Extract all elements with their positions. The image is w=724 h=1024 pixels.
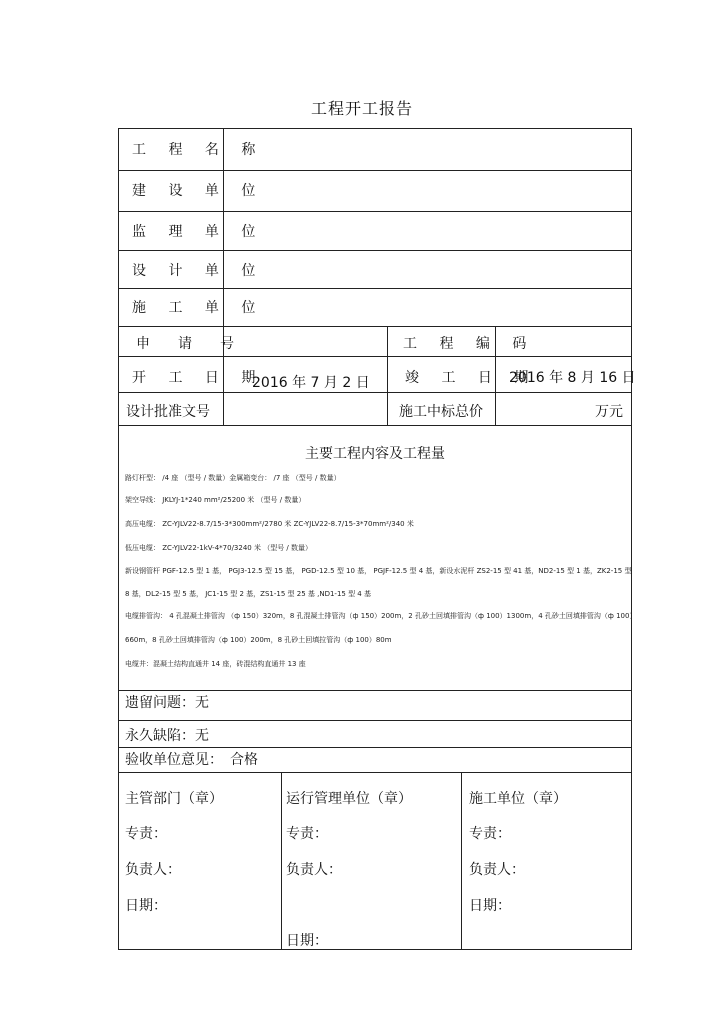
row-divider bbox=[119, 772, 631, 773]
row-divider bbox=[119, 288, 631, 289]
row-divider bbox=[119, 356, 631, 357]
col-divider bbox=[281, 772, 282, 950]
col-divider bbox=[461, 772, 462, 950]
sig-col1-header: 主管部门（章） bbox=[125, 791, 223, 807]
bid-total-unit: 万元 bbox=[595, 404, 623, 420]
content-line: 电缆井：混凝土结构直通井 14 座，砖混结构直通井 13 座 bbox=[125, 660, 306, 668]
project-name-label: 工 程 名 称 bbox=[132, 142, 265, 158]
sig-col1-duty: 专责： bbox=[125, 826, 167, 842]
permanent-defects: 永久缺陷：无 bbox=[125, 728, 209, 744]
row-divider bbox=[119, 392, 631, 393]
content-line: 高压电缆： ZC-YJLV22-8.7/15-3*300mm²/2780 米 ZC-YJLV22-8.7/15-3*70mm²/340 米 bbox=[125, 520, 414, 528]
start-date-value: 2016 年 7 月 2 日 bbox=[252, 375, 370, 391]
content-line: 新设钢管杆 PGF-12.5 型 1 基， PGJ3-12.5 型 15 基， PGD-12.5 型 10 基， PGJF-12.5 型 4 基，新设水泥杆 ZS2-15 型 41 基，ND2-15 型 1 基，ZK2-15 型 bbox=[125, 567, 632, 575]
sig-col1-person: 负责人： bbox=[125, 862, 181, 878]
designer-label: 设 计 单 位 bbox=[132, 263, 265, 279]
sig-col3-person: 负责人： bbox=[469, 862, 525, 878]
supervisor-label: 监 理 单 位 bbox=[132, 224, 265, 240]
approval-doc-label: 设计批准文号 bbox=[126, 404, 210, 420]
page-title: 工程开工报告 bbox=[310, 99, 413, 118]
sig-col2-duty: 专责： bbox=[286, 826, 328, 842]
sig-col3-duty: 专责： bbox=[469, 826, 511, 842]
sig-col1-date: 日期： bbox=[125, 898, 167, 914]
builder-label: 建 设 单 位 bbox=[132, 183, 265, 199]
sig-col3-date: 日期： bbox=[469, 898, 511, 914]
row-divider bbox=[119, 170, 631, 171]
legacy-issues: 遗留问题：无 bbox=[125, 695, 209, 711]
sig-col3-header: 施工单位（章） bbox=[469, 791, 567, 807]
content-heading: 主要工程内容及工程量 bbox=[305, 446, 445, 462]
start-date-label: 开 工 日 期 bbox=[132, 370, 265, 386]
row-divider bbox=[119, 747, 631, 748]
col-divider bbox=[387, 326, 388, 425]
row-divider bbox=[119, 720, 631, 721]
constructor-label: 施 工 单 位 bbox=[132, 300, 265, 316]
sig-col2-header: 运行管理单位（章） bbox=[286, 791, 412, 807]
end-date-label: 竣 工 日 期 bbox=[405, 370, 538, 386]
end-date-value: 2016 年 8 月 16 日 bbox=[509, 370, 636, 386]
sig-col2-date: 日期： bbox=[286, 933, 328, 949]
application-no-label: 申 请 号 bbox=[136, 336, 234, 352]
acceptance-opinion: 验收单位意见： 合格 bbox=[125, 752, 258, 768]
content-line: 低压电缆： ZC-YJLV22-1kV-4*70/3240 米 （型号 / 数量） bbox=[125, 544, 313, 552]
project-code-label: 工 程 编 码 bbox=[403, 336, 536, 352]
row-divider bbox=[119, 326, 631, 327]
content-line: 660m，8 孔砂土回填排管沟（ф 100）200m，8 孔砂土回填拉管沟（ф 100）80m bbox=[125, 636, 392, 644]
content-line: 路灯杆型： /4 座 （型号 / 数量）金属箱变台： /7 座 （型号 / 数量） bbox=[125, 474, 341, 482]
row-divider bbox=[119, 211, 631, 212]
row-divider bbox=[119, 425, 631, 426]
content-line: 架空导线： JKLYJ-1*240 mm²/25200 米 （型号 / 数量） bbox=[125, 496, 306, 504]
content-line: 电缆排管沟： 4 孔混凝土排管沟 （ф 150）320m，8 孔混凝土排管沟（ф 150）200m，2 孔砂土回填排管沟（ф 100）1300m，4 孔砂土回填排管沟（ф 100） bbox=[125, 612, 637, 620]
content-line: 8 基，DL2-15 型 5 基， JC1-15 型 2 基，ZS1-15 型 25 基 ,ND1-15 型 4 基 bbox=[125, 590, 371, 598]
report-table bbox=[118, 128, 637, 950]
row-divider bbox=[119, 690, 631, 691]
bid-total-label: 施工中标总价 bbox=[399, 404, 483, 420]
sig-col2-person: 负责人： bbox=[286, 862, 342, 878]
row-divider bbox=[119, 250, 631, 251]
